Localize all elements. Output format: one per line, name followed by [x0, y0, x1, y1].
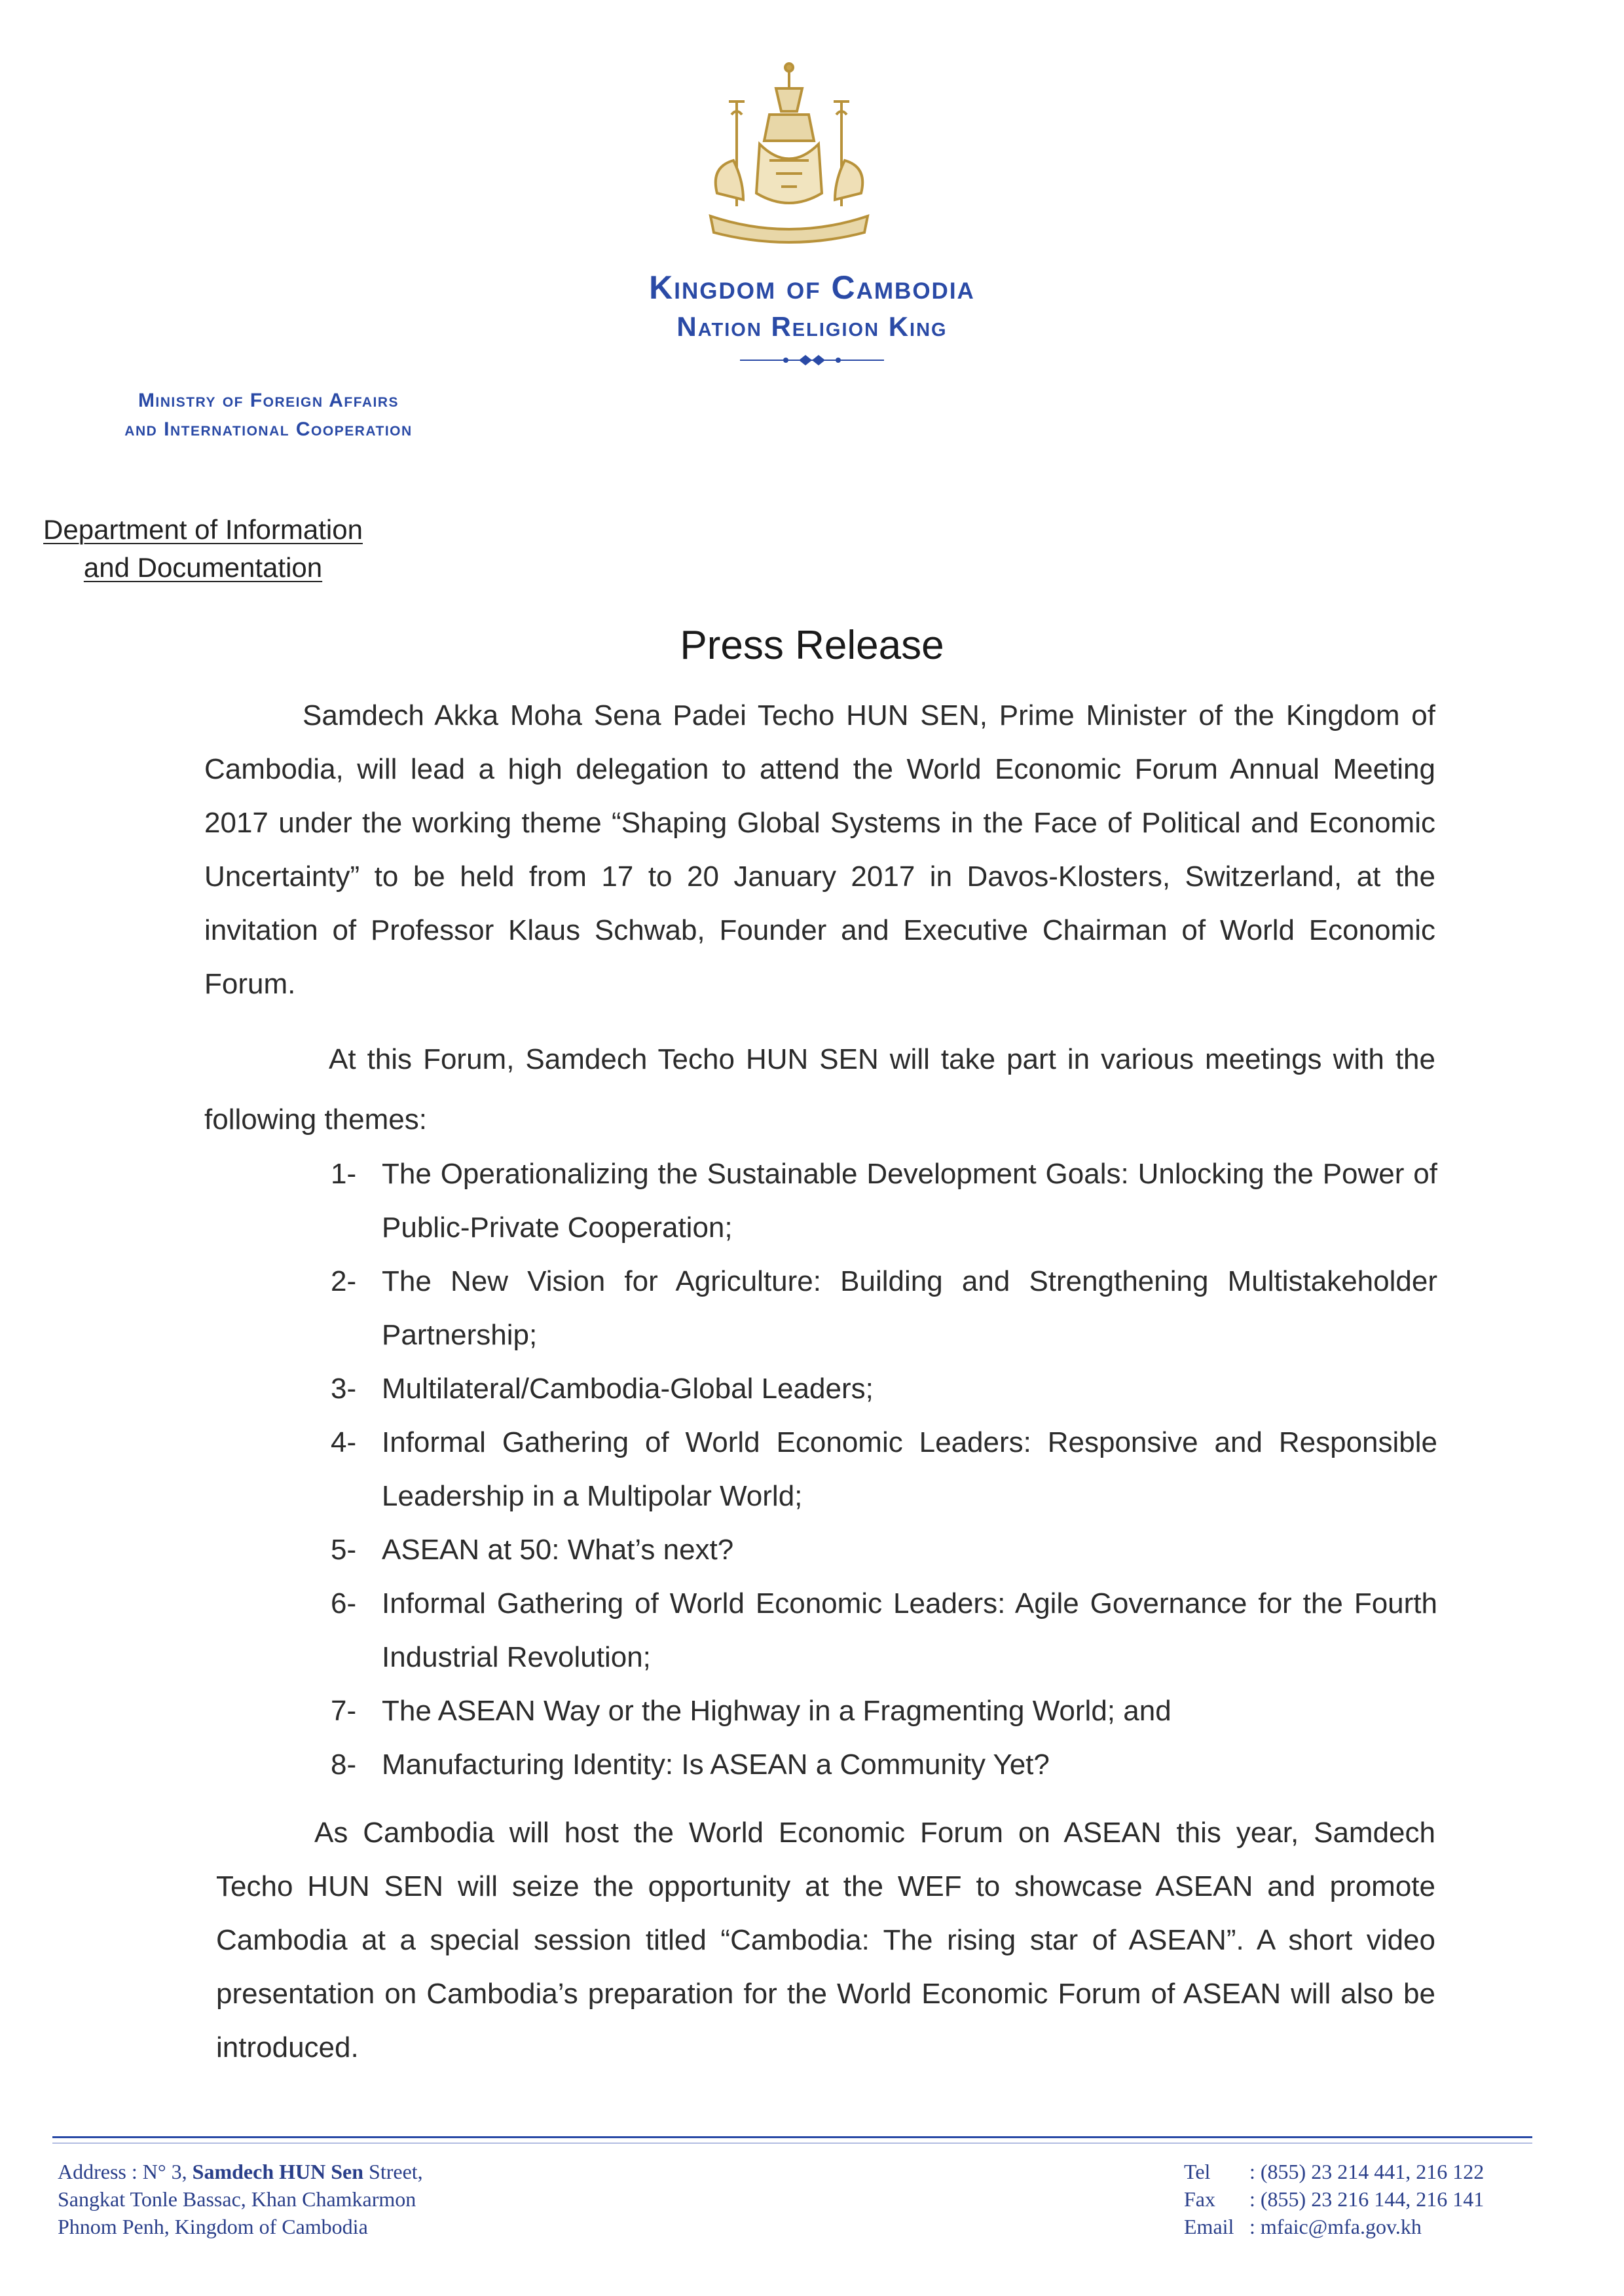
footer-address — [58, 2158, 423, 2240]
email-value[interactable]: : mfaic@mfa.gov.kh — [1249, 2215, 1422, 2238]
email-label: Email — [1184, 2215, 1234, 2238]
list-item — [331, 1416, 1437, 1523]
address-street-suffix: Street, — [363, 2160, 423, 2183]
list-item-text: The ASEAN Way or the Highway in a Fragmenting World; and — [382, 1695, 1172, 1727]
list-item-number: 3- — [331, 1373, 357, 1405]
themes-list — [331, 1147, 1437, 1792]
list-item-text: Informal Gathering of World Economic Leaders: Responsive and Responsible Leadership in a Multipolar World; — [382, 1426, 1437, 1512]
department-block — [26, 511, 380, 587]
department-line-1: Department of Information — [43, 514, 363, 545]
fax-label: Fax — [1184, 2187, 1215, 2211]
list-item-number: 1- — [331, 1158, 357, 1190]
ornament-divider-icon — [740, 352, 884, 368]
list-item-text: The Operationalizing the Sustainable Development Goals: Unlocking the Power of Public-Private Cooperation; — [382, 1158, 1437, 1244]
footer-divider — [52, 2136, 1532, 2138]
body-paragraph-2: At this Forum, Samdech Techo HUN SEN will take part in various meetings with the following themes: — [204, 1043, 1435, 1136]
address-street: Samdech HUN Sen — [192, 2160, 364, 2183]
address-line-3: Phnom Penh, Kingdom of Cambodia — [58, 2215, 368, 2238]
list-item-number: 6- — [331, 1587, 357, 1620]
page-title: Press Release — [680, 623, 944, 668]
body-paragraph-1: Samdech Akka Moha Sena Padei Techo HUN SEN, Prime Minister of the Kingdom of Cambodia, will lead a high delegation to attend the World Economic Forum Annual Meeting 2017 under the working theme “Shaping Global Systems in the Face of Political and Economic Uncertainty” to be held from 17 to 20 January 2017 in Davos-Klosters, Switzerland, at the invitation of Professor Klaus Schwab, Founder and Executive Chairman of World Economic Forum. — [204, 699, 1435, 1000]
ministry-line-1: Ministry of Foreign Affairs — [138, 390, 399, 411]
list-item-text: Manufacturing Identity: Is ASEAN a Community Yet? — [382, 1749, 1050, 1781]
list-item-number: 2- — [331, 1265, 357, 1297]
list-item-number: 5- — [331, 1534, 357, 1566]
list-item-text: The New Vision for Agriculture: Building and Strengthening Multistakeholder Partnership; — [382, 1265, 1437, 1351]
list-item — [331, 1147, 1437, 1255]
list-item-text: ASEAN at 50: What’s next? — [382, 1534, 734, 1566]
motto-heading: Nation Religion King — [676, 311, 948, 342]
list-item-number: 8- — [331, 1749, 357, 1781]
ministry-block — [39, 386, 498, 444]
list-item — [331, 1738, 1437, 1792]
list-item — [331, 1684, 1437, 1738]
body-paragraph-3: As Cambodia will host the World Economic Forum on ASEAN this year, Samdech Techo HUN SEN will seize the opportunity at the WEF to showcase ASEAN and promote Cambodia at a special session titled “Cambodia: The rising star of ASEAN”. A short video presentation on Cambodia’s preparation for the World Economic Forum of ASEAN will also be introduced. — [216, 1817, 1435, 2064]
department-line-2: and Documentation — [83, 552, 323, 583]
list-item-number: 4- — [331, 1426, 357, 1458]
address-label: Address : N° 3, — [58, 2160, 193, 2183]
list-item-text: Informal Gathering of World Economic Leaders: Agile Governance for the Fourth Industrial Revolution; — [382, 1587, 1437, 1673]
list-item — [331, 1523, 1437, 1577]
royal-emblem-icon — [697, 62, 881, 252]
list-item — [331, 1577, 1437, 1684]
address-line-2: Sangkat Tonle Bassac, Khan Chamkarmon — [58, 2187, 416, 2211]
footer-contact — [1184, 2158, 1484, 2240]
kingdom-heading: Kingdom of Cambodia — [649, 269, 975, 306]
tel-value: : (855) 23 214 441, 216 122 — [1249, 2160, 1485, 2183]
list-item-text: Multilateral/Cambodia-Global Leaders; — [382, 1373, 874, 1405]
tel-label: Tel — [1184, 2160, 1211, 2183]
ministry-line-2: and International Cooperation — [124, 418, 413, 440]
fax-value: : (855) 23 216 144, 216 141 — [1249, 2187, 1485, 2211]
list-item — [331, 1255, 1437, 1362]
list-item-number: 7- — [331, 1695, 357, 1727]
list-item — [331, 1362, 1437, 1416]
